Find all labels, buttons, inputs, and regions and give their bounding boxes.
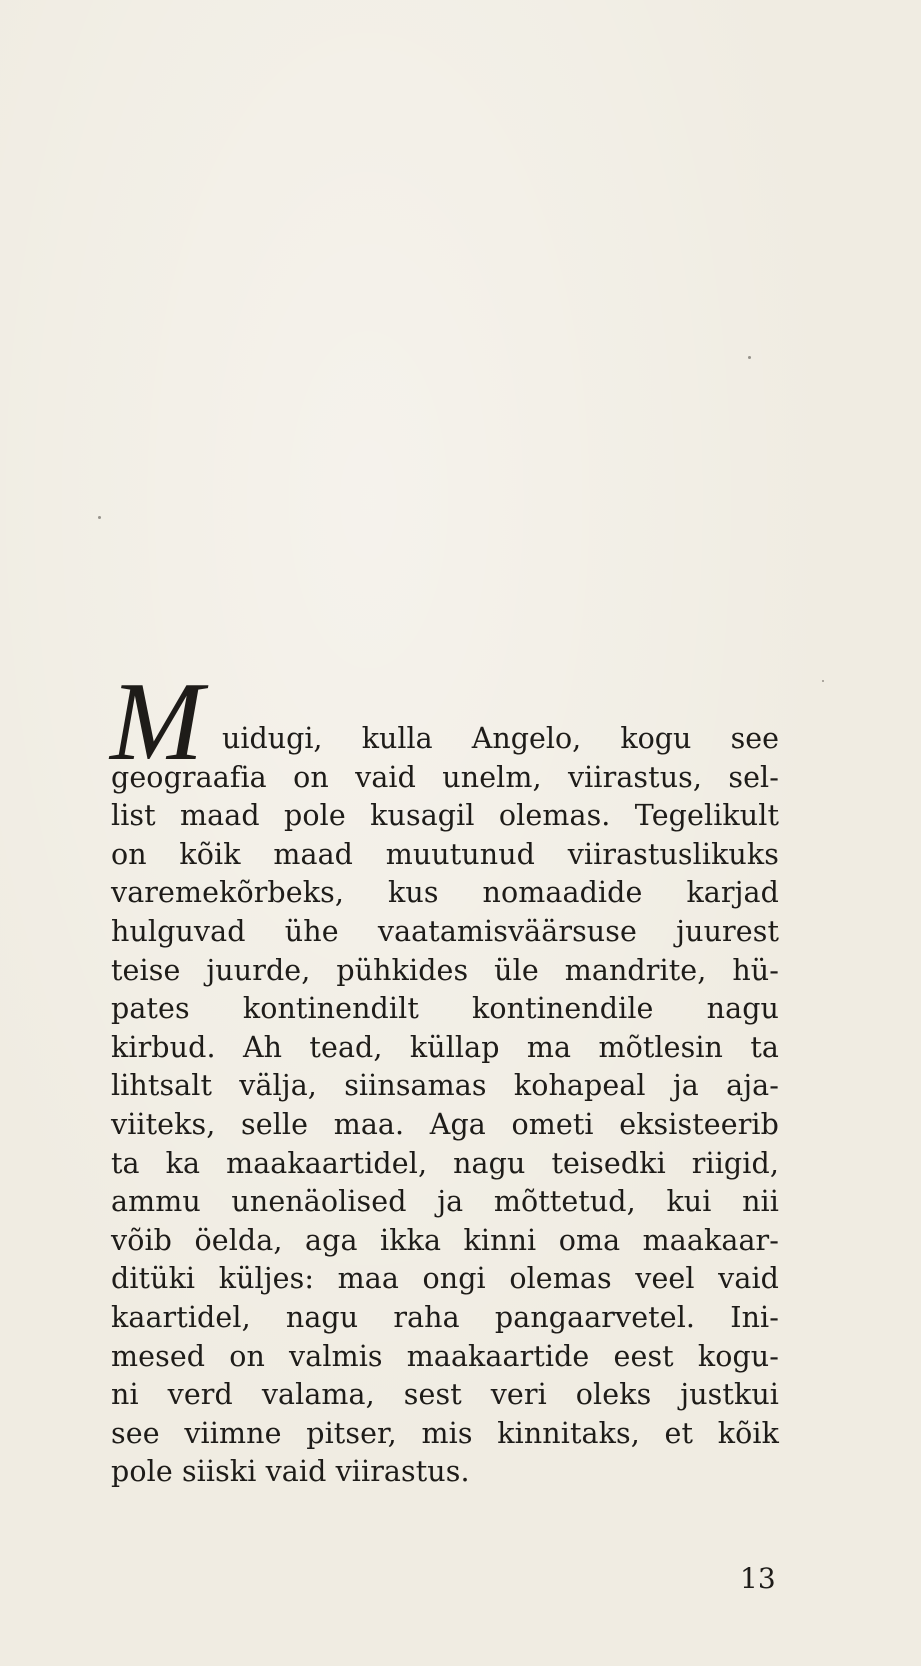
text-line: see viimne pitser, mis kinnitaks, et kõik <box>111 1416 779 1450</box>
paper-speck <box>748 356 751 359</box>
text-line: geograafia on vaid unelm, viirastus, sel- <box>111 760 779 794</box>
text-line: kaartidel, nagu raha pangaarvetel. Ini- <box>111 1300 779 1334</box>
text-line: võib öelda, aga ikka kinni oma maakaar- <box>111 1223 779 1257</box>
first-text-line: uidugi, kulla Angelo, kogu see <box>222 722 779 755</box>
text-line: ni verd valama, sest veri oleks justkui <box>111 1378 779 1412</box>
page-number: 13 <box>740 1562 776 1595</box>
text-line: kirbud. Ah tead, küllap ma mõtlesin ta <box>111 1030 779 1064</box>
body-text <box>111 759 779 1492</box>
text-line: list maad pole kusagil olemas. Tegelikult <box>111 799 779 833</box>
text-line: pates kontinendilt kontinendile nagu <box>111 992 779 1026</box>
text-line: on kõik maad muutunud viirastuslikuks <box>111 837 779 871</box>
text-line: mesed on valmis maakaartide eest kogu- <box>111 1339 779 1373</box>
paper-speck <box>822 680 824 682</box>
text-line: lihtsalt välja, siinsamas kohapeal ja aja- <box>111 1069 779 1103</box>
text-line: varemekõrbeks, kus nomaadide karjad <box>111 876 779 910</box>
text-line: hulguvad ühe vaatamisväärsuse juurest <box>111 914 779 948</box>
text-line: ditüki küljes: maa ongi olemas veel vaid <box>111 1262 779 1296</box>
text-line: pole siiski vaid viirastus. <box>111 1455 470 1489</box>
text-line: viiteks, selle maa. Aga ometi eksisteerib <box>111 1107 779 1141</box>
paper-speck <box>98 516 101 519</box>
text-line: ta ka maakaartidel, nagu teisedki riigid, <box>111 1146 779 1180</box>
text-line: teise juurde, pühkides üle mandrite, hü- <box>111 953 779 987</box>
text-line: ammu unenäolised ja mõttetud, kui nii <box>111 1185 779 1219</box>
drop-cap: M <box>110 660 200 784</box>
